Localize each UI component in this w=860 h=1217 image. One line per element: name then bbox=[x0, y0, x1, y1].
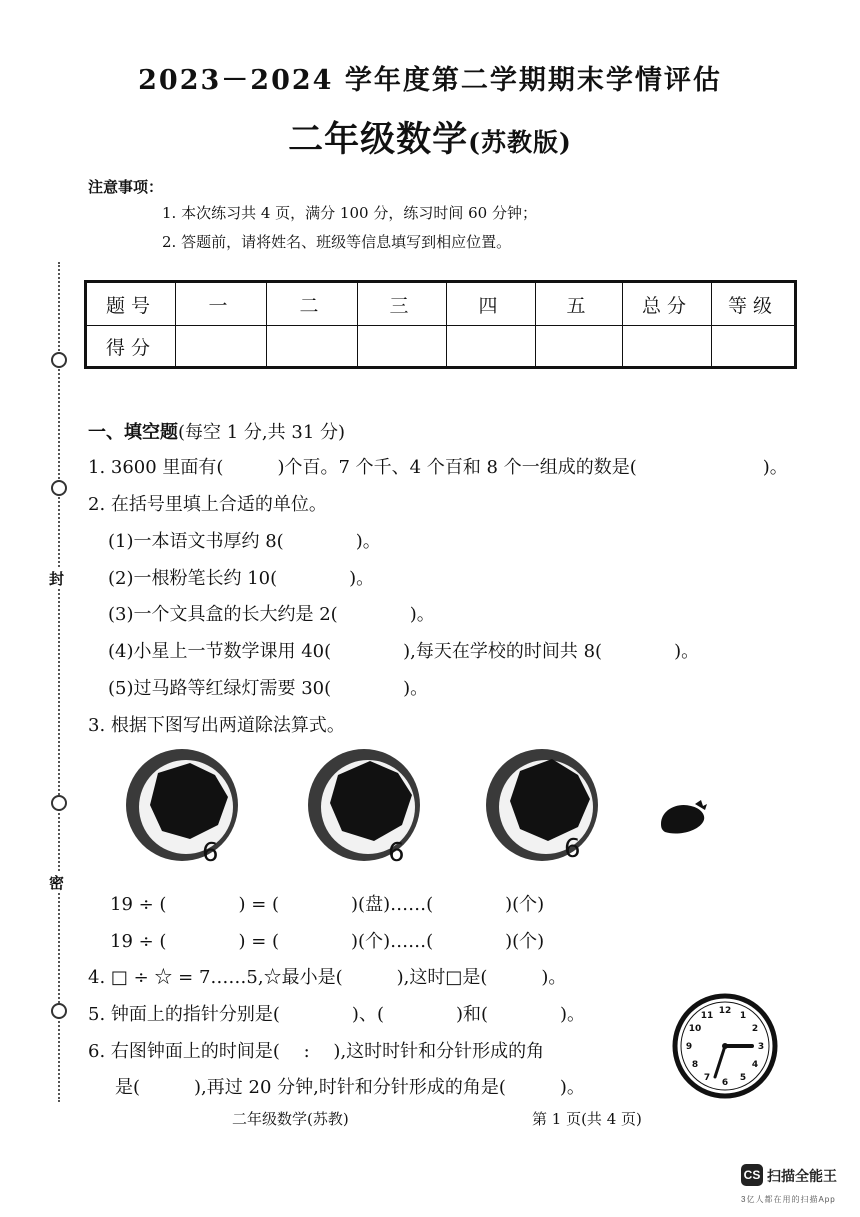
clock-icon bbox=[672, 993, 778, 1103]
table-cell: 三 bbox=[358, 282, 447, 326]
question-6-line-1: 6. 右图钟面上的时间是( : ),这时时针和分针形成的角 bbox=[88, 1041, 545, 1062]
notice-heading: 注意事项： bbox=[88, 178, 164, 196]
binding-hole bbox=[51, 795, 67, 811]
exam-subject bbox=[0, 112, 860, 162]
question-3: 3. 根据下图写出两道除法算式。 bbox=[88, 715, 345, 736]
binding-char-feng: 封 bbox=[49, 570, 65, 588]
table-cell: 题号 bbox=[86, 282, 176, 326]
table-cell: 二 bbox=[267, 282, 358, 326]
plate-number: 6 bbox=[202, 838, 219, 865]
subject-name: 二年级数学 bbox=[288, 119, 469, 160]
scanner-app-name: 扫描全能王 bbox=[767, 1168, 837, 1184]
score-table-score-row bbox=[86, 326, 796, 368]
binding-hole bbox=[51, 1003, 67, 1019]
clock-number: 8 bbox=[691, 1060, 699, 1070]
clock-number: 12 bbox=[718, 1006, 732, 1016]
clock-number: 5 bbox=[739, 1073, 747, 1083]
question-4: 4. □ ÷ ☆ = 7……5,☆最小是( ),这时□是( )。 bbox=[88, 967, 567, 988]
binding-line bbox=[58, 262, 60, 1102]
edition-label: (苏教版) bbox=[468, 128, 572, 157]
table-cell: 四 bbox=[447, 282, 536, 326]
exam-title: 2023－2024 学年度第二学期期末学情评估 bbox=[138, 65, 722, 96]
question-3-equation-1: 19 ÷ ( ) = ( )(盘)……( )(个) bbox=[110, 894, 545, 915]
clock-number: 2 bbox=[751, 1024, 759, 1034]
footer-subject: 二年级数学(苏教) bbox=[232, 1110, 349, 1128]
plate-icon bbox=[480, 745, 610, 865]
scanner-app-tagline: 3亿人都在用的扫描App bbox=[741, 1195, 836, 1204]
score-cell[interactable] bbox=[358, 326, 447, 368]
question-5: 5. 钟面上的指针分别是( )、( )和( )。 bbox=[88, 1004, 586, 1025]
notice-item-2: 2. 答题前，请将姓名、班级等信息填写到相应位置。 bbox=[162, 233, 512, 251]
table-cell: 一 bbox=[176, 282, 267, 326]
clock-number: 4 bbox=[751, 1060, 759, 1070]
question-2-item: (3)一个文具盒的长大约是 2( )。 bbox=[108, 604, 435, 625]
strawberry-icon bbox=[657, 798, 709, 842]
binding-hole bbox=[51, 480, 67, 496]
section-title bbox=[88, 418, 345, 444]
section-name: 一、填空题 bbox=[88, 422, 178, 443]
footer-page-number: 第 1 页(共 4 页) bbox=[532, 1110, 642, 1128]
section-note: (每空 1 分,共 31 分) bbox=[178, 422, 346, 443]
table-cell: 得分 bbox=[86, 326, 176, 368]
scanner-logo-icon: CS bbox=[741, 1164, 763, 1186]
question-2-item: (2)一根粉笔长约 10( )。 bbox=[108, 568, 375, 589]
score-cell[interactable] bbox=[712, 326, 796, 368]
table-cell: 等级 bbox=[712, 282, 796, 326]
question-2: 2. 在括号里填上合适的单位。 bbox=[88, 494, 327, 515]
score-cell[interactable] bbox=[447, 326, 536, 368]
binding-hole bbox=[51, 352, 67, 368]
table-cell: 五 bbox=[536, 282, 623, 326]
clock-number: 3 bbox=[757, 1042, 765, 1052]
plate-number: 6 bbox=[388, 838, 405, 865]
clock-number: 7 bbox=[703, 1073, 711, 1083]
score-cell[interactable] bbox=[536, 326, 623, 368]
table-cell: 总分 bbox=[623, 282, 712, 326]
plate-number: 6 bbox=[564, 834, 581, 864]
clock-number: 9 bbox=[685, 1042, 693, 1052]
question-2-item: (5)过马路等红绿灯需要 30( )。 bbox=[108, 678, 429, 699]
score-cell[interactable] bbox=[176, 326, 267, 368]
question-3-equation-2: 19 ÷ ( ) = ( )(个)……( )(个) bbox=[110, 931, 545, 952]
plate-icon bbox=[302, 745, 432, 865]
score-table bbox=[84, 280, 797, 369]
binding-char-mi: 密 bbox=[49, 874, 65, 892]
clock-number: 11 bbox=[700, 1011, 714, 1021]
score-table-header-row bbox=[86, 282, 796, 326]
clock-number: 10 bbox=[688, 1024, 702, 1034]
question-2-item: (4)小星上一节数学课用 40( ),每天在学校的时间共 8( )。 bbox=[108, 641, 700, 662]
question-6-line-2: 是( ),再过 20 分钟,时针和分针形成的角是( )。 bbox=[115, 1077, 585, 1098]
clock-number: 6 bbox=[721, 1078, 729, 1088]
notice-item-1: 1. 本次练习共 4 页，满分 100 分，练习时间 60 分钟； bbox=[162, 204, 537, 222]
score-cell[interactable] bbox=[623, 326, 712, 368]
score-cell[interactable] bbox=[267, 326, 358, 368]
question-2-item: (1)一本语文书厚约 8( )。 bbox=[108, 531, 381, 552]
plate-icon bbox=[120, 745, 250, 865]
clock-number: 1 bbox=[739, 1011, 747, 1021]
question-1: 1. 3600 里面有( )个百。7 个千、4 个百和 8 个一组成的数是( )。 bbox=[88, 457, 788, 478]
